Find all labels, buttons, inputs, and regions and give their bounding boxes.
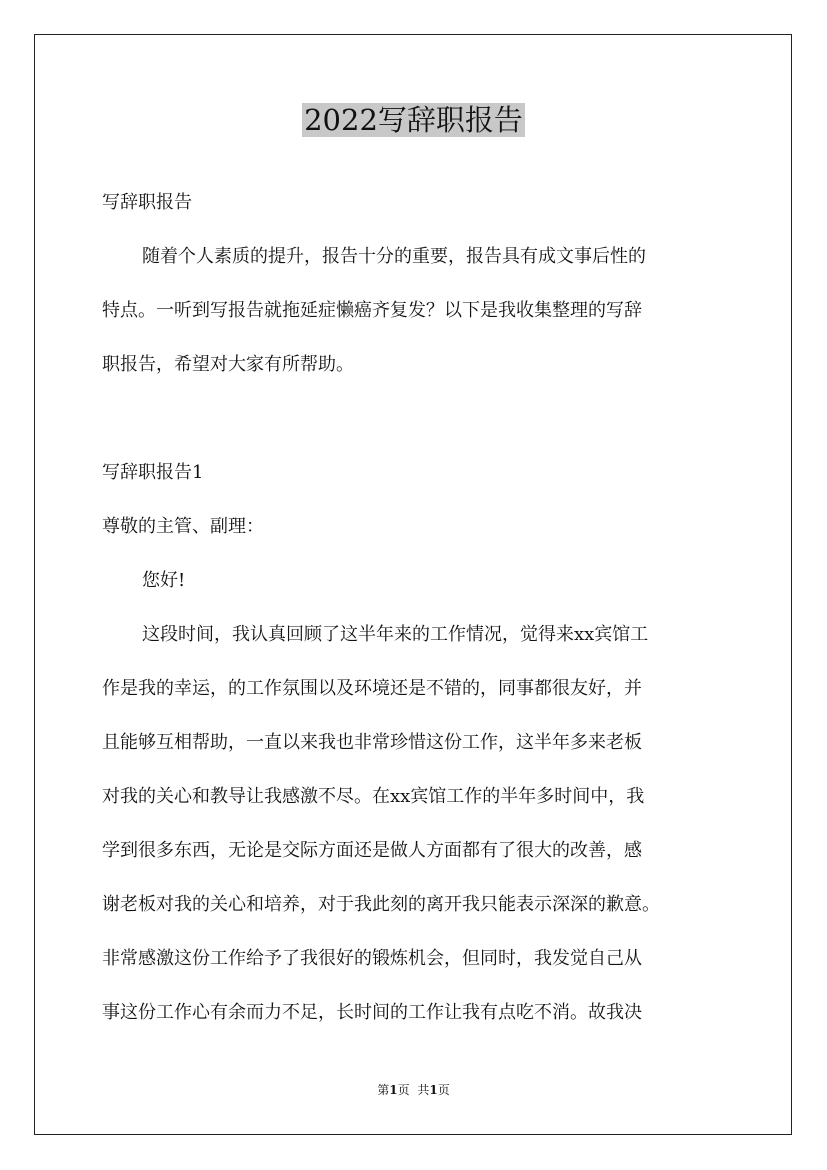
document-title xyxy=(0,100,827,140)
document-title-text: 2022写辞职报告 xyxy=(304,103,523,137)
document-subtitle: 写辞职报告 xyxy=(102,192,192,213)
body-line-5: 学到很多东西，无论是交际方面还是做人方面都有了很大的改善，感 xyxy=(102,840,642,861)
letter-salutation: 尊敬的主管、副理： xyxy=(102,516,264,537)
body-line-6: 谢老板对我的关心和培养，对于我此刻的离开我只能表示深深的歉意。 xyxy=(102,894,660,915)
document-body xyxy=(102,176,742,1040)
body-line-8: 事这份工作心有余而力不足，长时间的工作让我有点吃不消。故我决 xyxy=(102,1002,642,1023)
footer-prefix: 第 xyxy=(377,1083,390,1097)
body-line-1: 这段时间，我认真回顾了这半年来的工作情况，觉得来xx宾馆工 xyxy=(142,624,649,645)
footer-page-suffix: 页 xyxy=(397,1083,410,1097)
body-line-7: 非常感激这份工作给予了我很好的锻炼机会，但同时，我发觉自己从 xyxy=(102,948,642,969)
footer-page-total: 1 xyxy=(429,1083,438,1097)
footer-total-suffix: 页 xyxy=(437,1083,450,1097)
intro-line-3: 职报告，希望对大家有所帮助。 xyxy=(102,354,354,375)
body-line-2: 作是我的幸运，的工作氛围以及环境还是不错的，同事都很友好，并 xyxy=(102,678,642,699)
footer-total-prefix: 共 xyxy=(417,1083,430,1097)
page-footer xyxy=(0,1082,827,1098)
footer-page-current: 1 xyxy=(389,1083,398,1097)
body-line-3: 且能够互相帮助，一直以来我也非常珍惜这份工作，这半年多来老板 xyxy=(102,732,642,753)
intro-line-2: 特点。一听到写报告就拖延症懒癌齐复发？以下是我收集整理的写辞 xyxy=(102,300,642,321)
body-line-4: 对我的关心和教导让我感激不尽。在xx宾馆工作的半年多时间中，我 xyxy=(102,786,645,807)
paragraph-gap xyxy=(102,392,742,446)
section-heading: 写辞职报告1 xyxy=(102,462,204,483)
intro-line-1: 随着个人素质的提升，报告十分的重要，报告具有成文事后性的 xyxy=(142,246,646,267)
letter-greeting: 您好! xyxy=(142,570,186,591)
